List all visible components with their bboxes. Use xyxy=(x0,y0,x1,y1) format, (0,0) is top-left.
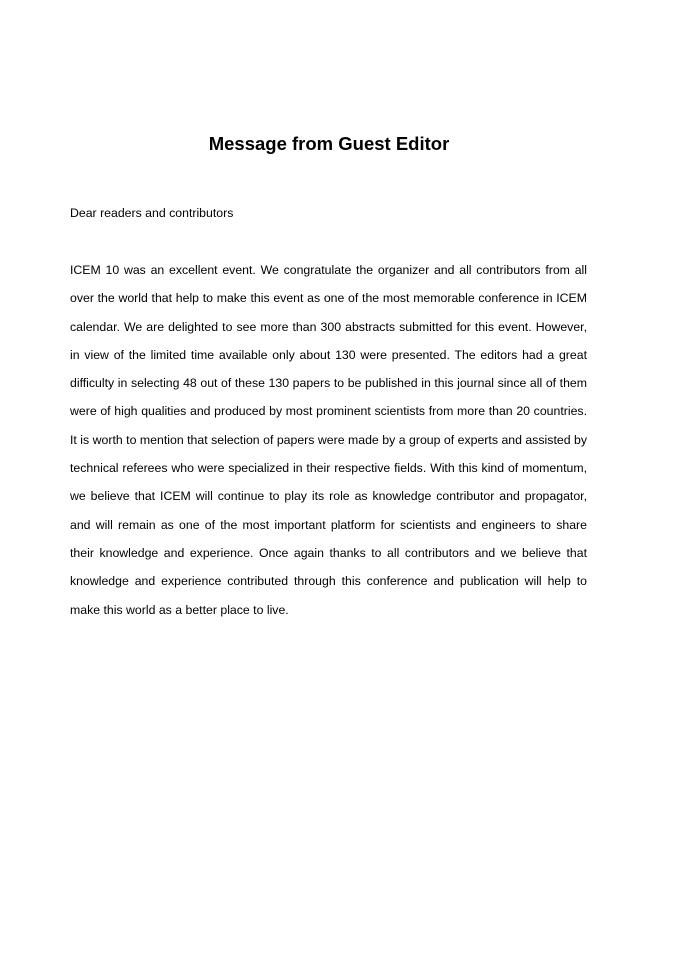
salutation: Dear readers and contributors xyxy=(70,206,234,220)
page-title: Message from Guest Editor xyxy=(208,133,450,154)
message-body: ICEM 10 was an excellent event. We congratulate the organizer and all contributors from all over the world that help to make this event as one of the most memorable conference in ICEM calendar. We are delighted to see more than 300 abstracts submitted for this event. However, in view of the limited time available only about 130 were presented. The editors had a great difficulty in selecting 48 out of these 130 papers to be published in this journal since all of them were of high qualities and produced by most prominent scientists from more than 20 countries. It is worth to mention that selection of papers were made by a group of experts and assisted by technical referees who were specialized in their respective fields. With this kind of momentum, we believe that ICEM will continue to play its role as knowledge contributor and propagator, and will remain as one of the most important platform for scientists and engineers to share their knowledge and experience. Once again thanks to all contributors and we believe that knowledge and experience contributed through this conference and publication will help to make this world as a better place to live. xyxy=(70,263,587,617)
